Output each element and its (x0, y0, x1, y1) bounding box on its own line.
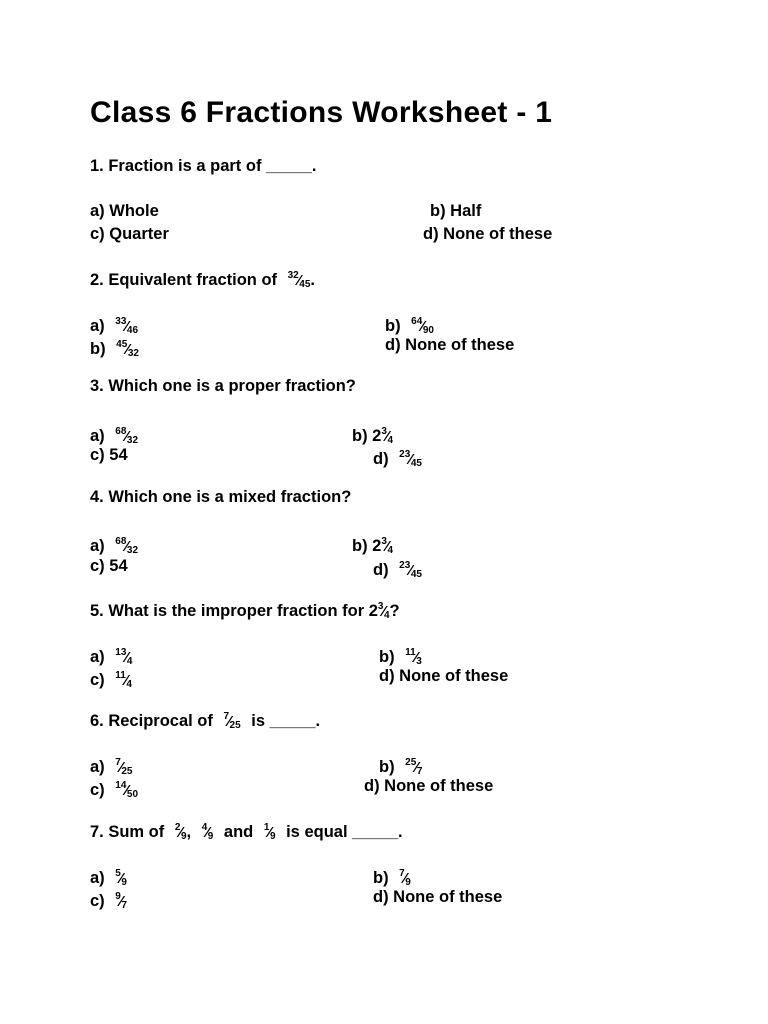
fraction: $^5$⁄9 (115, 868, 127, 888)
q1-option-a (90, 201, 159, 221)
fraction: $^9$⁄7 (115, 891, 127, 911)
mixed-whole: 2 (368, 602, 378, 620)
option-label: b) (430, 202, 446, 220)
q2-option-c (90, 335, 139, 364)
fraction: $^{13}$⁄4 (115, 647, 133, 667)
question-2 (90, 266, 315, 295)
option-text: None of these (393, 888, 503, 906)
fraction: $^3$⁄4 (381, 536, 393, 556)
q7-option-d (373, 887, 502, 907)
question-text: 3. Which one is a proper fraction? (90, 377, 356, 395)
option-text: 54 (109, 557, 128, 575)
option-text: 54 (109, 446, 128, 464)
fraction: $^7$⁄9 (399, 868, 411, 888)
option-text: None of these (443, 225, 553, 243)
fraction: $^{32}$⁄45 (287, 270, 311, 290)
question-1 (90, 156, 317, 176)
q5-option-d (379, 666, 508, 686)
q6-option-c (90, 776, 138, 805)
option-label: c) (90, 892, 105, 910)
question-text: 2. Equivalent fraction of (90, 271, 278, 289)
question-connector: , (186, 823, 192, 841)
question-text: 5. What is the improper fraction for (90, 602, 365, 620)
question-suffix: is _____. (251, 712, 321, 730)
fraction: $^{68}$⁄32 (115, 536, 139, 556)
option-label: d) (385, 336, 401, 354)
fraction: $^3$⁄4 (377, 601, 390, 621)
option-label: d) (364, 777, 380, 795)
q1-option-d (423, 224, 552, 244)
question-3 (90, 376, 356, 396)
question-text: 4. Which one is a mixed fraction? (90, 488, 352, 506)
option-text: Whole (109, 202, 159, 220)
question-5 (90, 597, 400, 626)
option-text: None of these (384, 777, 494, 795)
option-label: c) (90, 225, 105, 243)
q2-option-d (385, 335, 514, 355)
fraction: $^{23}$⁄45 (399, 560, 422, 580)
fraction: $^{23}$⁄45 (399, 449, 422, 469)
question-connector: and (223, 823, 254, 841)
question-text: 6. Reciprocal of (90, 712, 213, 730)
fraction: $^{11}$⁄4 (115, 670, 132, 690)
fraction: $^7$⁄25 (115, 757, 133, 777)
option-label: b) (379, 758, 395, 776)
fraction: $^{45}$⁄32 (116, 339, 139, 359)
q1-option-b (430, 201, 481, 221)
q7-option-c (90, 887, 127, 916)
fraction: $^{25}$⁄7 (405, 757, 423, 777)
question-6 (90, 707, 320, 736)
fraction: $^{11}$⁄3 (405, 647, 422, 667)
option-label: a) (90, 869, 105, 887)
q6-option-d (364, 776, 493, 796)
option-text: Half (450, 202, 482, 220)
fraction: $^7$⁄25 (223, 711, 241, 731)
option-label: a) (90, 758, 105, 776)
fraction: $^{14}$⁄50 (115, 780, 139, 800)
mixed-whole: 2 (372, 537, 382, 555)
q5-option-c (90, 666, 132, 695)
fraction: $^2$⁄9 (174, 822, 187, 842)
fraction: $^3$⁄4 (381, 426, 393, 446)
option-label: d) (379, 667, 395, 685)
fraction: $^1$⁄9 (263, 822, 276, 842)
mixed-whole: 2 (372, 427, 382, 445)
option-label: b) (373, 869, 389, 887)
option-label: b) (385, 317, 401, 335)
question-suffix: is equal _____. (286, 823, 403, 841)
option-text: None of these (405, 336, 515, 354)
question-text: 1. Fraction is a part of _____. (90, 157, 317, 175)
question-4 (90, 487, 351, 507)
worksheet-title: Class 6 Fractions Worksheet - 1 (90, 96, 553, 129)
question-7 (90, 818, 403, 847)
option-label: b) (90, 340, 106, 358)
q4-option-d (373, 556, 422, 585)
option-label: d) (373, 450, 389, 468)
option-label: b) (352, 537, 368, 555)
fraction: $^{33}$⁄46 (115, 316, 139, 336)
option-label: c) (90, 446, 105, 464)
option-label: a) (90, 317, 105, 335)
fraction: $^{64}$⁄90 (411, 316, 434, 336)
q3-option-d (373, 445, 422, 474)
option-label: c) (90, 781, 105, 799)
q4-option-c (90, 556, 128, 576)
fraction: $^{68}$⁄32 (115, 426, 139, 446)
option-label: d) (373, 888, 389, 906)
question-text: 7. Sum of (90, 823, 165, 841)
question-suffix: . (310, 271, 315, 289)
option-label: b) (379, 648, 395, 666)
option-label: d) (423, 225, 439, 243)
option-label: a) (90, 427, 105, 445)
option-label: a) (90, 202, 105, 220)
option-label: a) (90, 537, 105, 555)
option-label: d) (373, 561, 389, 579)
q1-option-c (90, 224, 169, 244)
option-text: Quarter (109, 225, 169, 243)
option-label: a) (90, 648, 105, 666)
option-label: c) (90, 671, 105, 689)
option-text: None of these (399, 667, 509, 685)
question-suffix: ? (389, 602, 400, 620)
q3-option-c (90, 445, 128, 465)
fraction: $^4$⁄9 (201, 822, 214, 842)
option-label: b) (352, 427, 368, 445)
option-label: c) (90, 557, 105, 575)
